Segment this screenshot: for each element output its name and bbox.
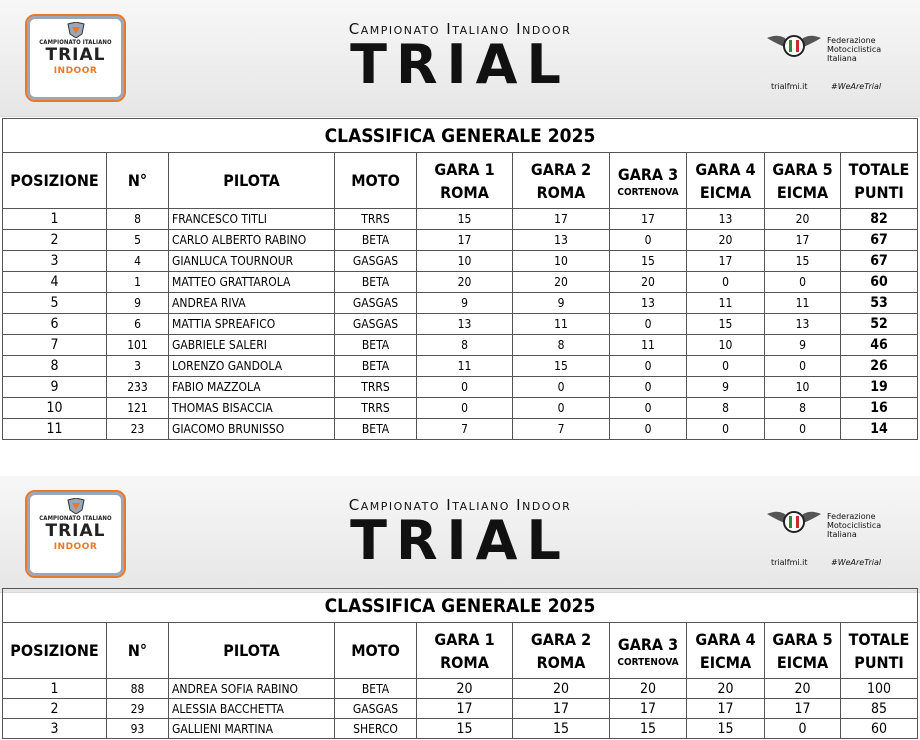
cell-pilota: ANDREA RIVA <box>169 293 335 314</box>
cell-totale: 60 <box>841 272 918 293</box>
cell-pos: 1 <box>3 209 107 230</box>
cell-gara1: 11 <box>417 356 513 377</box>
cell-pilota: MATTEO GRATTAROLA <box>169 272 335 293</box>
cell-gara4: 20 <box>687 679 765 699</box>
cell-gara5: 11 <box>765 293 841 314</box>
federation-logo <box>765 30 905 100</box>
col-gara3: GARA 3 CORTENOVA <box>610 623 687 679</box>
cell-gara5: 8 <box>765 398 841 419</box>
cell-gara5: 0 <box>765 356 841 377</box>
cell-pos: 3 <box>3 719 107 739</box>
header-banner <box>0 476 920 593</box>
table-header <box>3 153 918 209</box>
col-moto: MOTO <box>335 623 417 679</box>
hashtag: #WeAreTrial <box>831 82 882 91</box>
table-row <box>3 272 918 293</box>
cell-gara5: 17 <box>765 699 841 719</box>
cell-gara4: 17 <box>687 699 765 719</box>
table-row <box>3 230 918 251</box>
cell-totale: 26 <box>841 356 918 377</box>
cell-gara3: 11 <box>610 335 687 356</box>
cell-pilota: FRANCESCO TITLI <box>169 209 335 230</box>
cell-gara4: 9 <box>687 377 765 398</box>
cell-gara4: 0 <box>687 356 765 377</box>
header-banner <box>0 0 920 117</box>
cell-pos: 11 <box>3 419 107 440</box>
cell-totale: 52 <box>841 314 918 335</box>
cell-gara2: 10 <box>513 251 610 272</box>
cell-gara1: 7 <box>417 419 513 440</box>
cell-gara3: 15 <box>610 251 687 272</box>
championship-logo <box>25 14 126 102</box>
cell-gara5: 0 <box>765 719 841 739</box>
table-row <box>3 719 918 739</box>
cell-gara1: 15 <box>417 209 513 230</box>
col-gara5: GARA 5 EICMA <box>765 153 841 209</box>
cell-gara1: 15 <box>417 719 513 739</box>
cell-pilota: FABIO MAZZOLA <box>169 377 335 398</box>
standings-table-2 <box>2 588 918 739</box>
cell-gara5: 17 <box>765 230 841 251</box>
cell-moto: BETA <box>335 679 417 699</box>
cell-moto: BETA <box>335 356 417 377</box>
cell-totale: 67 <box>841 230 918 251</box>
cell-pilota: ALESSIA BACCHETTA <box>169 699 335 719</box>
cell-moto: BETA <box>335 230 417 251</box>
col-gara4: GARA 4 EICMA <box>687 153 765 209</box>
table-row <box>3 699 918 719</box>
cell-gara2: 8 <box>513 335 610 356</box>
cell-pilota: GIACOMO BRUNISSO <box>169 419 335 440</box>
cell-totale: 100 <box>841 679 918 699</box>
cell-moto: TRRS <box>335 377 417 398</box>
cell-pos: 7 <box>3 335 107 356</box>
logo-subtitle: CAMPIONATO ITALIANO <box>39 39 112 46</box>
cell-pos: 5 <box>3 293 107 314</box>
cell-pos: 6 <box>3 314 107 335</box>
cell-pilota: GALLIENI MARTINA <box>169 719 335 739</box>
cell-gara4: 15 <box>687 314 765 335</box>
federation-logo <box>765 506 905 576</box>
cell-gara4: 0 <box>687 272 765 293</box>
cell-gara5: 10 <box>765 377 841 398</box>
cell-gara5: 0 <box>765 272 841 293</box>
table-row <box>3 419 918 440</box>
cell-numero: 8 <box>107 209 169 230</box>
cell-pos: 2 <box>3 699 107 719</box>
cell-moto: BETA <box>335 335 417 356</box>
cell-gara1: 10 <box>417 251 513 272</box>
website-link[interactable]: trialfmi.it <box>771 82 808 91</box>
cell-moto: BETA <box>335 419 417 440</box>
cell-gara4: 0 <box>687 419 765 440</box>
cell-gara4: 15 <box>687 719 765 739</box>
cell-pilota: GIANLUCA TOURNOUR <box>169 251 335 272</box>
cell-moto: GASGAS <box>335 293 417 314</box>
logo-subtitle: CAMPIONATO ITALIANO <box>39 515 112 522</box>
cell-numero: 29 <box>107 699 169 719</box>
cell-gara3: 0 <box>610 398 687 419</box>
col-posizione: POSIZIONE <box>3 623 107 679</box>
cell-gara4: 10 <box>687 335 765 356</box>
cell-pos: 8 <box>3 356 107 377</box>
cell-totale: 14 <box>841 419 918 440</box>
cell-gara1: 13 <box>417 314 513 335</box>
table-row <box>3 293 918 314</box>
cell-gara5: 13 <box>765 314 841 335</box>
cell-numero: 6 <box>107 314 169 335</box>
cell-gara3: 17 <box>610 699 687 719</box>
cell-gara3: 15 <box>610 719 687 739</box>
cell-gara1: 17 <box>417 699 513 719</box>
cell-gara2: 7 <box>513 419 610 440</box>
cell-gara1: 8 <box>417 335 513 356</box>
table-caption: CLASSIFICA GENERALE 2025 <box>3 119 918 153</box>
col-pilota: PILOTA <box>169 623 335 679</box>
shield-icon <box>67 498 85 514</box>
logo-indoor: INDOOR <box>53 66 98 76</box>
table-row <box>3 679 918 699</box>
cell-numero: 233 <box>107 377 169 398</box>
cell-gara3: 17 <box>610 209 687 230</box>
cell-gara2: 15 <box>513 356 610 377</box>
cell-gara5: 0 <box>765 419 841 440</box>
cell-numero: 88 <box>107 679 169 699</box>
table-row <box>3 377 918 398</box>
cell-pos: 4 <box>3 272 107 293</box>
standings-block-2 <box>0 476 920 737</box>
cell-pilota: THOMAS BISACCIA <box>169 398 335 419</box>
championship-title: Campionato Italiano Indoor <box>348 496 572 514</box>
cell-pilota: ANDREA SOFIA RABINO <box>169 679 335 699</box>
table-row <box>3 335 918 356</box>
championship-logo <box>25 490 126 578</box>
cell-gara4: 13 <box>687 209 765 230</box>
cell-gara1: 20 <box>417 272 513 293</box>
table-row <box>3 356 918 377</box>
col-posizione: POSIZIONE <box>3 153 107 209</box>
cell-moto: TRRS <box>335 398 417 419</box>
cell-pilota: CARLO ALBERTO RABINO <box>169 230 335 251</box>
cell-gara3: 0 <box>610 314 687 335</box>
cell-numero: 101 <box>107 335 169 356</box>
cell-pilota: LORENZO GANDOLA <box>169 356 335 377</box>
cell-gara3: 0 <box>610 377 687 398</box>
logo-trial: TRIAL <box>45 521 106 541</box>
cell-gara4: 17 <box>687 251 765 272</box>
cell-gara2: 11 <box>513 314 610 335</box>
cell-moto: GASGAS <box>335 314 417 335</box>
col-gara1: GARA 1 ROMA <box>417 153 513 209</box>
cell-totale: 16 <box>841 398 918 419</box>
cell-totale: 82 <box>841 209 918 230</box>
cell-gara2: 17 <box>513 209 610 230</box>
table-header <box>3 623 918 679</box>
cell-totale: 19 <box>841 377 918 398</box>
trial-title: TRIAL <box>350 33 570 96</box>
cell-pilota: MATTIA SPREAFICO <box>169 314 335 335</box>
table-row <box>3 251 918 272</box>
col-totale: TOTALE PUNTI <box>841 623 918 679</box>
standings-table-1 <box>2 118 918 440</box>
cell-gara3: 20 <box>610 272 687 293</box>
col-gara3: GARA 3 CORTENOVA <box>610 153 687 209</box>
logo-indoor: INDOOR <box>53 542 98 552</box>
cell-totale: 60 <box>841 719 918 739</box>
table-row <box>3 314 918 335</box>
championship-title: Campionato Italiano Indoor <box>348 20 572 38</box>
cell-pos: 10 <box>3 398 107 419</box>
col-gara2: GARA 2 ROMA <box>513 623 610 679</box>
cell-gara3: 0 <box>610 356 687 377</box>
cell-numero: 9 <box>107 293 169 314</box>
cell-gara1: 0 <box>417 398 513 419</box>
cell-gara4: 8 <box>687 398 765 419</box>
cell-gara5: 9 <box>765 335 841 356</box>
cell-gara1: 20 <box>417 679 513 699</box>
cell-gara3: 20 <box>610 679 687 699</box>
table-row <box>3 209 918 230</box>
cell-pilota: GABRIELE SALERI <box>169 335 335 356</box>
cell-moto: BETA <box>335 272 417 293</box>
cell-numero: 3 <box>107 356 169 377</box>
cell-gara3: 0 <box>610 419 687 440</box>
cell-totale: 67 <box>841 251 918 272</box>
logo-trial: TRIAL <box>45 45 106 65</box>
cell-moto: TRRS <box>335 209 417 230</box>
cell-gara3: 13 <box>610 293 687 314</box>
cell-gara2: 9 <box>513 293 610 314</box>
cell-gara1: 9 <box>417 293 513 314</box>
cell-numero: 1 <box>107 272 169 293</box>
cell-gara1: 0 <box>417 377 513 398</box>
cell-gara2: 13 <box>513 230 610 251</box>
cell-moto: GASGAS <box>335 699 417 719</box>
cell-gara2: 17 <box>513 699 610 719</box>
cell-numero: 121 <box>107 398 169 419</box>
trial-title: TRIAL <box>350 509 570 572</box>
cell-gara3: 0 <box>610 230 687 251</box>
cell-gara5: 15 <box>765 251 841 272</box>
table-caption: CLASSIFICA GENERALE 2025 <box>3 589 918 623</box>
cell-pos: 2 <box>3 230 107 251</box>
cell-pos: 1 <box>3 679 107 699</box>
cell-gara4: 20 <box>687 230 765 251</box>
col-gara5: GARA 5 EICMA <box>765 623 841 679</box>
cell-gara2: 0 <box>513 398 610 419</box>
cell-numero: 93 <box>107 719 169 739</box>
col-totale: TOTALE PUNTI <box>841 153 918 209</box>
federation-name: Federazione Motociclistica Italiana <box>827 512 882 539</box>
col-numero: N° <box>107 153 169 209</box>
shield-icon <box>67 22 85 38</box>
cell-gara2: 15 <box>513 719 610 739</box>
cell-numero: 5 <box>107 230 169 251</box>
cell-numero: 23 <box>107 419 169 440</box>
cell-totale: 85 <box>841 699 918 719</box>
table-row <box>3 398 918 419</box>
col-gara2: GARA 2 ROMA <box>513 153 610 209</box>
cell-gara2: 20 <box>513 679 610 699</box>
cell-totale: 46 <box>841 335 918 356</box>
col-gara4: GARA 4 EICMA <box>687 623 765 679</box>
cell-totale: 53 <box>841 293 918 314</box>
cell-moto: GASGAS <box>335 251 417 272</box>
col-gara1: GARA 1 ROMA <box>417 623 513 679</box>
website-link[interactable]: trialfmi.it <box>771 558 808 567</box>
cell-gara2: 20 <box>513 272 610 293</box>
cell-pos: 3 <box>3 251 107 272</box>
cell-numero: 4 <box>107 251 169 272</box>
col-numero: N° <box>107 623 169 679</box>
cell-gara2: 0 <box>513 377 610 398</box>
wings-emblem-icon <box>765 506 823 540</box>
col-pilota: PILOTA <box>169 153 335 209</box>
cell-gara5: 20 <box>765 209 841 230</box>
cell-moto: SHERCO <box>335 719 417 739</box>
hashtag: #WeAreTrial <box>831 558 882 567</box>
cell-gara1: 17 <box>417 230 513 251</box>
cell-gara4: 11 <box>687 293 765 314</box>
cell-gara5: 20 <box>765 679 841 699</box>
col-moto: MOTO <box>335 153 417 209</box>
wings-emblem-icon <box>765 30 823 64</box>
federation-name: Federazione Motociclistica Italiana <box>827 36 882 63</box>
cell-pos: 9 <box>3 377 107 398</box>
